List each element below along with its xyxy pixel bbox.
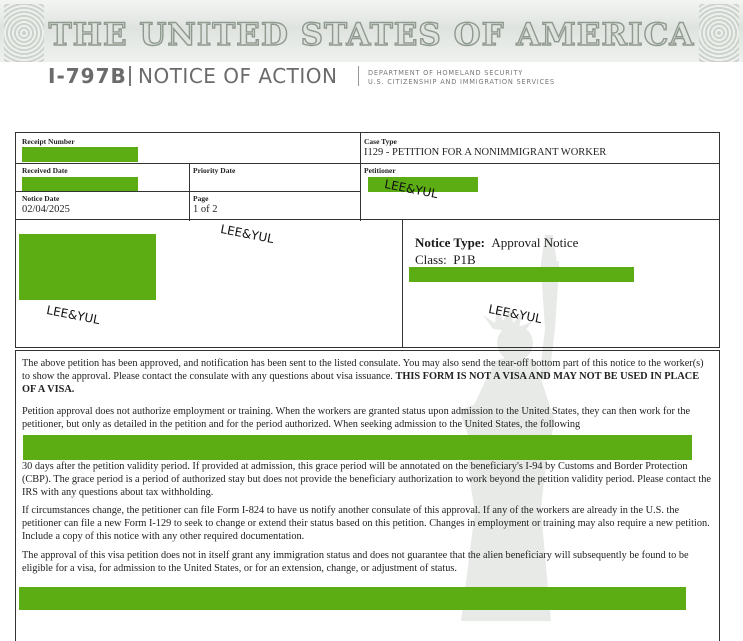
form-name: NOTICE OF ACTION: [138, 64, 338, 88]
paragraph-grace-period: 30 days after the petition validity period. If provided at admission, this grace period will be annotated on the beneficiary's I-94 by Customs and Border Protection (CBP). The grace period is a period of authorized stay but does not provide the beneficiary authorization to work beyond the petition validity period. Please contact the IRS with any questions about tax withholding.: [22, 461, 711, 498]
department-line-1: DEPARTMENT OF HOMELAND SECURITY: [368, 69, 524, 77]
seal-banner: [0, 0, 743, 62]
paragraph-disclaimer: The approval of this visa petition does not in itself grant any immigration status and does not guarantee that the alien beneficiary will subsequently be found to be eligible for a visa, for admission to the United States, or for an extension, change, or adjustment of status.: [22, 550, 689, 574]
page-label: Page: [193, 194, 209, 203]
address-redaction: [19, 234, 156, 300]
paragraph-approval: [22, 357, 712, 399]
title-divider: [129, 66, 131, 86]
notice-type-label: Notice Type:: [415, 235, 485, 250]
notice-date-value: 02/04/2025: [22, 204, 70, 215]
approval-text: The above petition has been approved, and notification has been sent to the listed consulate. You may also send the tear-off bottom part of this notice to the worker(s) to show the approval. Please contact the consulate with any questions about visa issuance.: [22, 358, 704, 382]
grace-period-redaction: [23, 435, 692, 460]
paragraph-employment: Petition approval does not authorize employment or training. When the workers are granted status upon admission to the United States, they can then work for the petitioner, but only as detailed in the petition and for the period authorized. When seeking admission to the United States, the following: [22, 406, 691, 430]
notice-date-label: Notice Date: [22, 194, 60, 203]
watermark-text: LEE&YUL: [383, 177, 440, 202]
receipt-number-label: Receipt Number: [22, 137, 75, 146]
form-code: I-797B: [48, 64, 127, 88]
received-date-label: Received Date: [22, 166, 68, 175]
department-label: [368, 69, 555, 86]
petitioner-label: Petitioner: [364, 166, 396, 175]
watermark-text: LEE&YUL: [487, 302, 544, 327]
watermark-text: LEE&YUL: [45, 303, 102, 328]
priority-date-label: Priority Date: [193, 166, 236, 175]
receipt-number-redaction: [22, 147, 138, 162]
case-type-value: I129 - PETITION FOR A NONIMMIGRANT WORKER: [364, 147, 607, 158]
dept-divider: [358, 66, 359, 86]
beneficiary-redaction: [409, 267, 634, 282]
class-value: P1B: [453, 252, 476, 267]
banner-title: THE UNITED STATES OF AMERICA: [48, 17, 695, 53]
received-date-redaction: [22, 177, 138, 191]
department-line-2: U.S. CITIZENSHIP AND IMMIGRATION SERVICES: [368, 77, 555, 86]
class-line: [415, 252, 476, 268]
notice-type-value: Approval Notice: [491, 235, 579, 250]
footer-redaction: [19, 587, 686, 610]
class-label: Class:: [415, 252, 447, 267]
not-a-visa-warning: THIS FORM IS NOT A VISA AND MAY NOT BE USED IN PLACE OF A VISA.: [22, 371, 700, 395]
notice-type-line: [415, 235, 578, 251]
paragraph-circumstances: If circumstances change, the petitioner can file Form I-824 to have us notify another consulate of this approval. If any of the workers are already in the U.S. the petitioner can file a new Form I-129 to seek to change or extend their status based on this petition. Changes in employment or training may also require a new petition. Include a copy of this notice with any other required documentation.: [22, 505, 710, 542]
watermark-text: LEE&YUL: [219, 222, 276, 247]
case-type-label: Case Type: [364, 137, 397, 146]
page-value: 1 of 2: [193, 204, 218, 215]
